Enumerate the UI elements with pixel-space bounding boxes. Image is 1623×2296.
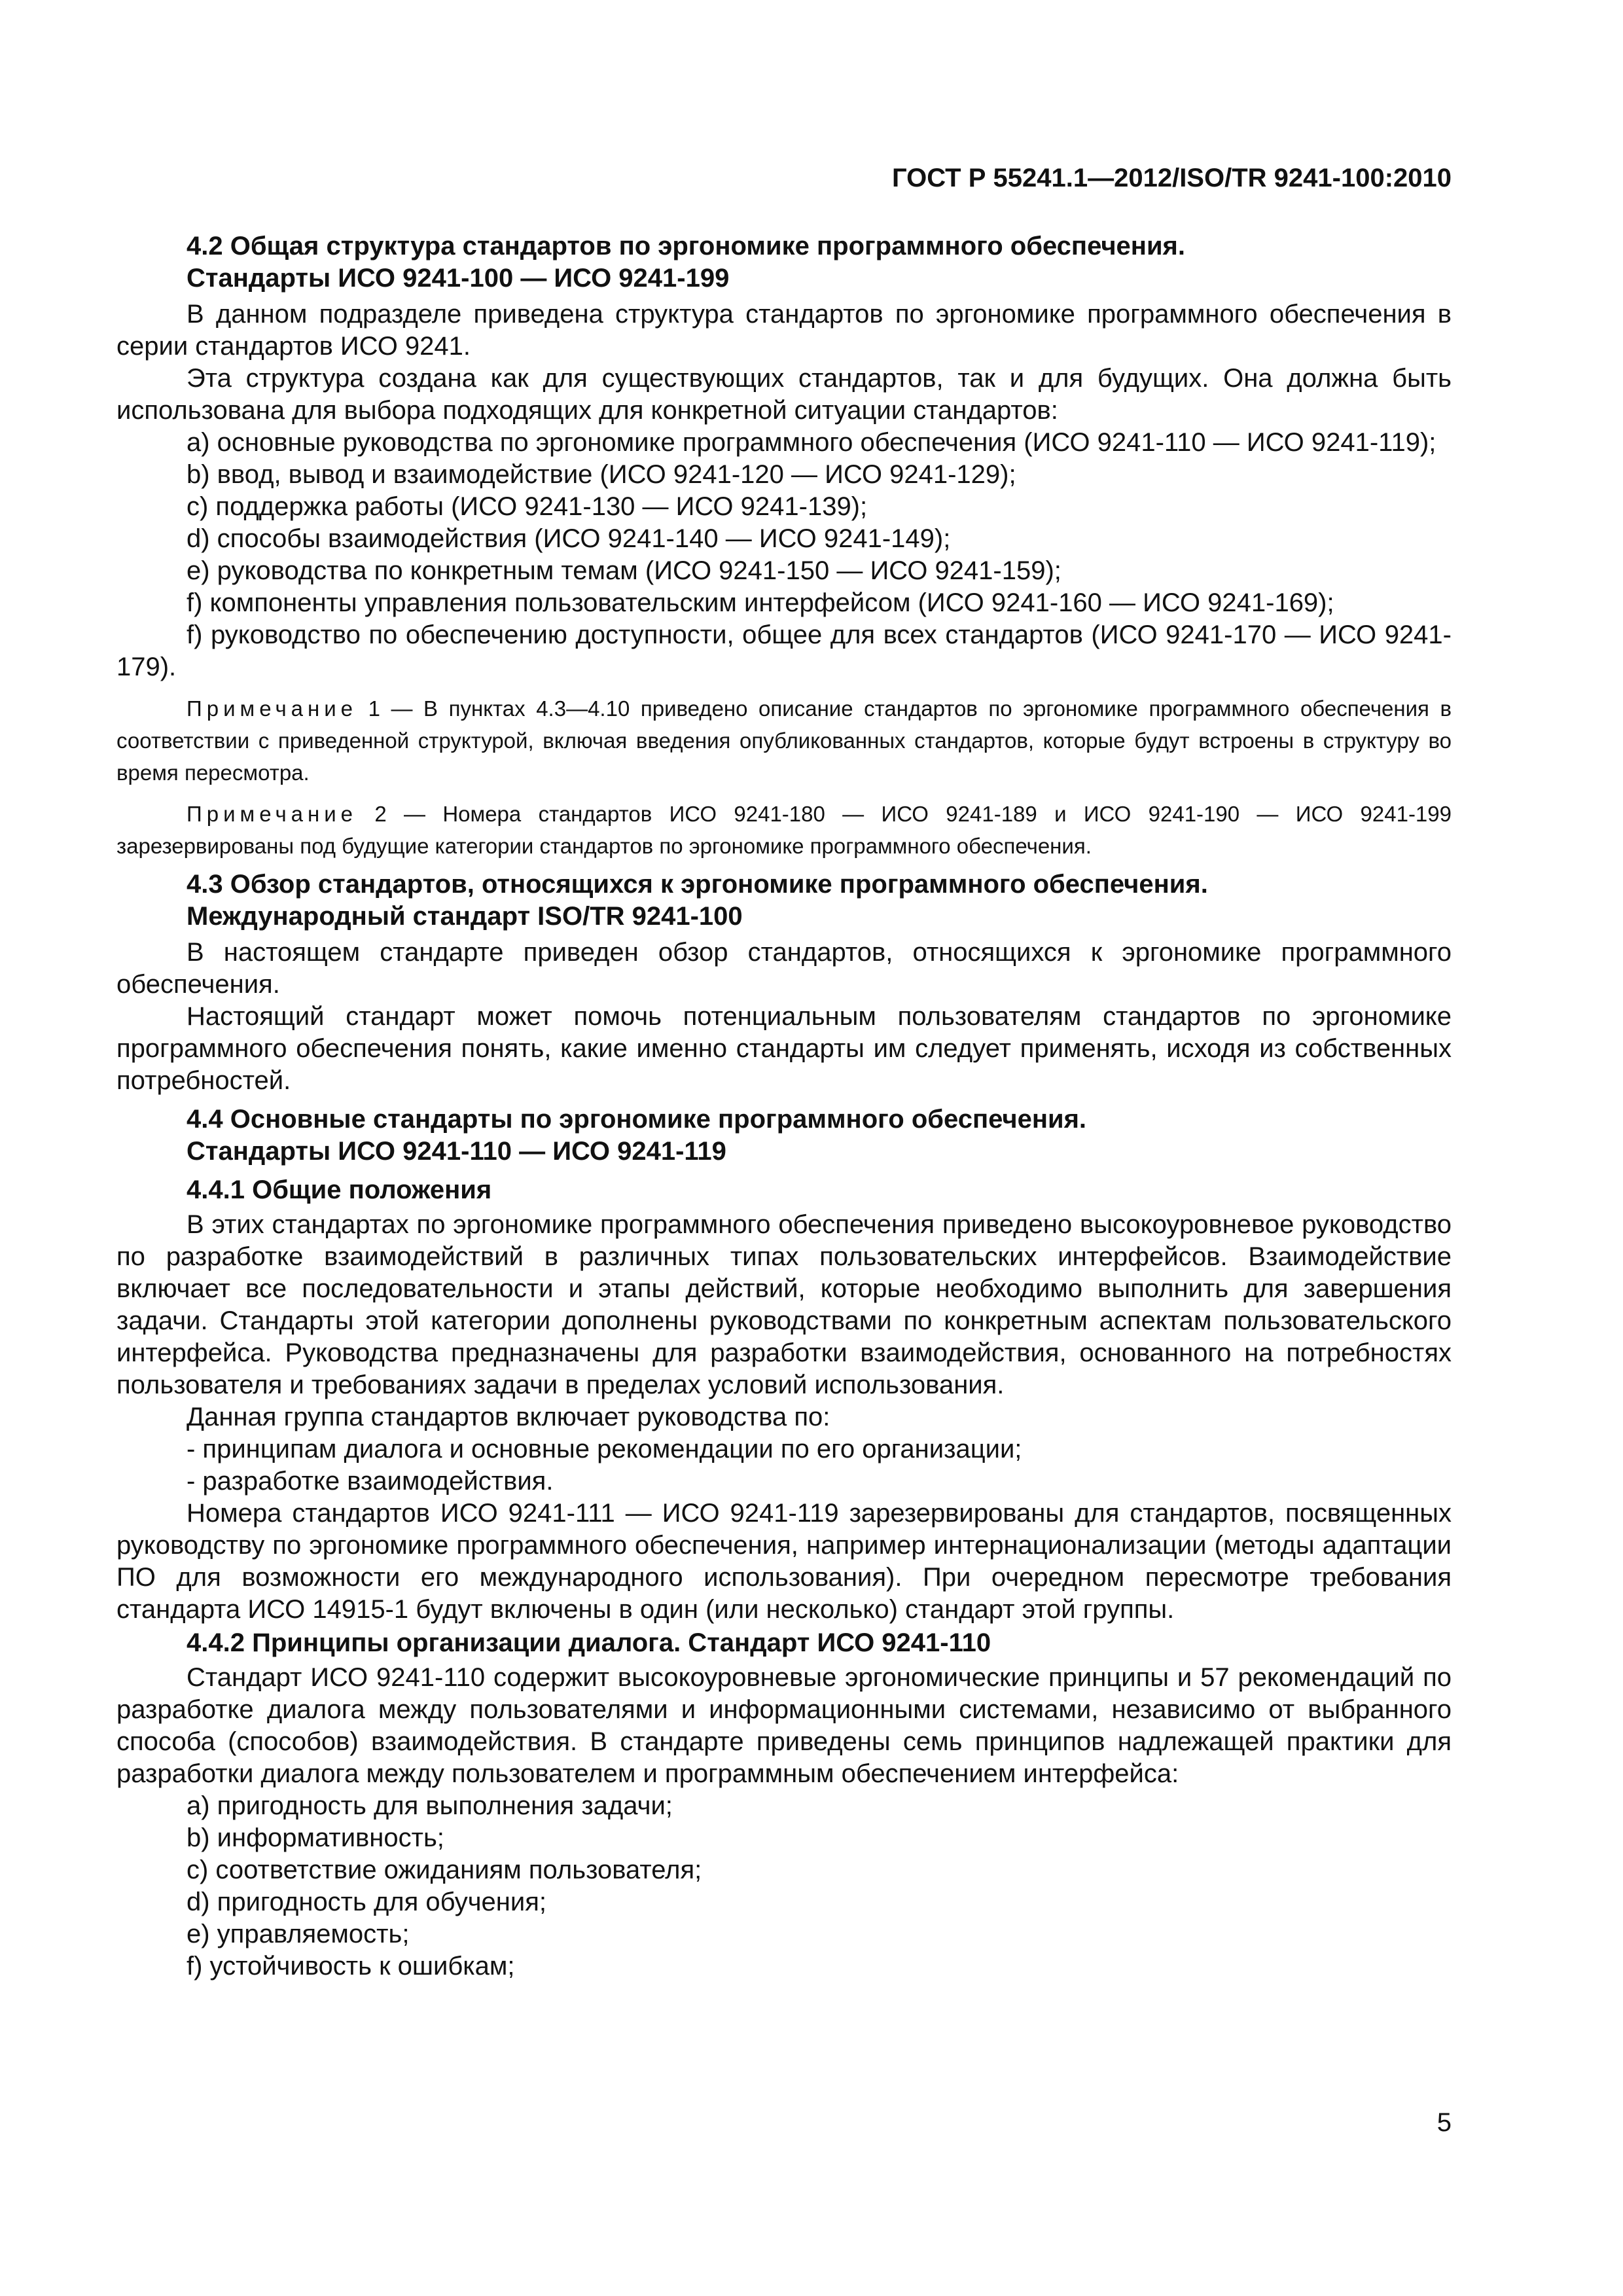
list-item: f) компоненты управления пользовательским интерфейсом (ИСО 9241-160 — ИСО 9241-169); (187, 588, 1334, 617)
note-text: 1 — В пунктах 4.3—4.10 приведено описание стандартов по эргономике программного обеспечения в соответствии с приведенной структурой, включая введения опубликованных стандартов, которые будут встроены в структуру во время пересмотра. (116, 696, 1452, 785)
list-item: a) пригодность для выполнения задачи; (187, 1791, 673, 1820)
list-item: b) ввод, вывод и взаимодействие (ИСО 9241-120 — ИСО 9241-129); (187, 460, 1016, 489)
paragraph: Номера стандартов ИСО 9241-111 — ИСО 9241-119 зарезервированы для стандартов, посвященных руководству по эргономике программного обеспечения, например интернационализации (методы адаптации ПО для возможности его международного использования). При очередном пересмотре требования стандарта ИСО 14915-1 будут включены в один (или несколько) стандарт этой группы. (116, 1499, 1452, 1624)
note-label: Примечание (187, 802, 358, 826)
list-item: f) устойчивость к ошибкам; (187, 1952, 515, 1981)
note-label: Примечание (187, 696, 358, 721)
note-text: 2 — Номера стандартов ИСО 9241-180 — ИСО 9241-189 и ИСО 9241-190 — ИСО 9241-199 зарезервированы под будущие категории стандартов по эргономике программного обеспечения. (116, 802, 1452, 858)
list-item: e) управляемость; (187, 1920, 410, 1948)
dash-list-item: - разработке взаимодействия. (187, 1467, 554, 1496)
paragraph: Эта структура создана как для существующих стандартов, так и для будущих. Она должна быть использована для выбора подходящих для конкретной ситуации стандартов: (116, 364, 1452, 425)
note-1 (116, 692, 1452, 789)
list-item: f) руководство по обеспечению доступности, общее для всех стандартов (ИСО 9241-170 — ИСО 9241-179). (116, 620, 1452, 681)
dash-list-item: - принципам диалога и основные рекомендации по его организации; (187, 1435, 1022, 1463)
list-item: d) пригодность для обучения; (187, 1888, 546, 1916)
list-item: c) соответствие ожиданиям пользователя; (187, 1856, 702, 1884)
section-heading-line: Международный стандарт ISO/TR 9241-100 (187, 902, 743, 931)
section-4-2-heading (116, 230, 1452, 295)
section-4-3-heading (116, 869, 1452, 933)
page-number: 5 (1436, 2108, 1452, 2137)
list-item: a) основные руководства по эргономике программного обеспечения (ИСО 9241-110 — ИСО 9241-119); (187, 428, 1436, 457)
section-heading-line: 4.3 Обзор стандартов, относящихся к эргономике программного обеспечения. (187, 870, 1208, 899)
paragraph: В настоящем стандарте приведен обзор стандартов, относящихся к эргономике программного обеспечения. (116, 938, 1452, 999)
list-item: b) информативность; (187, 1823, 444, 1852)
paragraph: Настоящий стандарт может помочь потенциальным пользователям стандартов по эргономике программного обеспечения понять, какие именно стандарты им следует применять, исходя из собственных потребностей. (116, 1002, 1452, 1095)
list-item: c) поддержка работы (ИСО 9241-130 — ИСО 9241-139); (187, 492, 868, 521)
paragraph: В этих стандартах по эргономике программного обеспечения приведено высокоуровневое руководство по разработке взаимодействий в различных типах пользовательских интерфейсов. Взаимодействие включает все последовательности и этапы действий, которые необходимо выполнить для завершения задачи. Стандарты этой категории дополнены руководствами по конкретным аспектам пользовательского интерфейса. Руководства предназначены для разработки взаимодействия, основанного на потребностях пользователя и требованиях задачи в пределах условий использования. (116, 1210, 1452, 1399)
paragraph: Данная группа стандартов включает руководства по: (187, 1403, 830, 1431)
list-item: e) руководства по конкретным темам (ИСО 9241-150 — ИСО 9241-159); (187, 556, 1061, 585)
body-text (116, 230, 1452, 1982)
paragraph: В данном подразделе приведена структура стандартов по эргономике программного обеспечения в серии стандартов ИСО 9241. (116, 300, 1452, 361)
list-item: d) способы взаимодействия (ИСО 9241-140 — ИСО 9241-149); (187, 524, 951, 553)
paragraph: Стандарт ИСО 9241-110 содержит высокоуровневые эргономические принципы и 57 рекомендаций по разработке диалога между пользователями и информационными системами, независимо от выбранного способа (способов) взаимодействия. В стандарте приведены семь принципов надлежащей практики для разработки диалога между пользователем и программным обеспечением интерфейса: (116, 1663, 1452, 1788)
section-4-4-heading (116, 1103, 1452, 1168)
section-heading-line: Стандарты ИСО 9241-110 — ИСО 9241-119 (187, 1137, 726, 1166)
note-2 (116, 798, 1452, 862)
section-heading-line: 4.4 Основные стандарты по эргономике программного обеспечения. (187, 1105, 1087, 1134)
subsection-4-4-1-heading: 4.4.1 Общие положения (187, 1175, 492, 1204)
subsection-4-4-2-heading: 4.4.2 Принципы организации диалога. Стандарт ИСО 9241-110 (187, 1628, 991, 1657)
section-heading-line: 4.2 Общая структура стандартов по эргономике программного обеспечения. (187, 232, 1185, 260)
section-heading-line: Стандарты ИСО 9241-100 — ИСО 9241-199 (187, 264, 730, 293)
running-header-standard-id: ГОСТ Р 55241.1—2012/ISO/TR 9241-100:2010 (892, 164, 1452, 192)
